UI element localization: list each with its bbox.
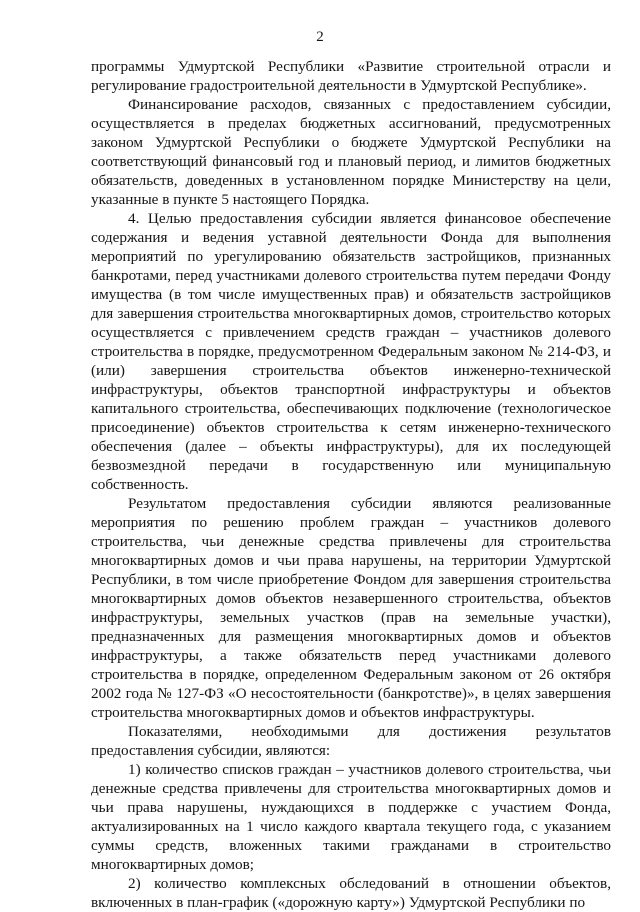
list-item-1: 1) количество списков граждан – участников долевого строительства, чьи денежные средства привлечены для строительства многоквартирных домов и чьи права нарушены, нуждающихся в поддержке с участием Фонда, актуализированных на 1 число каждого квартала текущего года, с указанием суммы средств, вложенных такими гражданами в строительство многоквартирных домов;: [91, 761, 611, 873]
paragraph-financing: Финансирование расходов, связанных с предоставлением субсидии, осуществляется в пределах бюджетных ассигнований, предусмотренных законом Удмуртской Республики о бюджете Удмуртской Республики на соответствующий финансовый год и плановый период, и лимитов бюджетных обязательств, доведенных в установленном порядке Министерству на цели, указанные в пункте 5 настоящего Порядка.: [91, 96, 611, 208]
paragraph-program-continuation: программы Удмуртской Республики «Развитие строительной отрасли и регулирование градостроительной деятельности в Удмуртской Республике».: [91, 58, 611, 94]
paragraph-subsidy-result: Результатом предоставления субсидии являются реализованные мероприятия по решению проблем граждан – участников долевого строительства, чьи денежные средства привлечены для строительства многоквартирных домов и чьи права нарушены, на территории Удмуртской Республики, в том числе приобретение Фондом для завершения строительства многоквартирных домов объектов незавершенного строительства, объектов инфраструктуры, земельных участков (прав на земельные участки), предназначенных для размещения многоквартирных домов и объектов инфраструктуры, а также обязательств перед участниками долевого строительства в порядке, определенном Федеральным законом от 26 октября 2002 года № 127-ФЗ «О несостоятельности (банкротстве)», в целях завершения строительства многоквартирных домов и объектов инфраструктуры.: [91, 495, 611, 721]
list-item-2: 2) количество комплексных обследований в отношении объектов, включенных в план-график («дорожную карту») Удмуртской Республики по: [91, 875, 611, 911]
paragraph-subsidy-goal: 4. Целью предоставления субсидии является финансовое обеспечение содержания и ведения уставной деятельности Фонда для выполнения мероприятий по урегулированию обязательств застройщиков, признанных банкротами, перед участниками долевого строительства путем передачи Фонду имущества (в том числе имущественных прав) и обязательств застройщиков для завершения строительства многоквартирных домов, строительство которых осуществляется с привлечением средств граждан – участников долевого строительства в порядке, предусмотренном Федеральным законом № 214-ФЗ, и (или) завершения строительства объектов инженерно-технической инфраструктуры, объектов транспортной инфраструктуры и объектов капитального строительства, обеспечивающих подключение (технологическое присоединение) объектов строительства к сетям инженерно-технического обеспечения (далее – объекты инфраструктуры), для их последующей безвозмездной передачи в государственную или муниципальную собственность.: [91, 210, 611, 493]
page-number: 2: [316, 29, 324, 45]
paragraph-indicators-intro: Показателями, необходимыми для достижения результатов предоставления субсидии, являются:: [91, 723, 611, 759]
document-body: [91, 57, 611, 912]
